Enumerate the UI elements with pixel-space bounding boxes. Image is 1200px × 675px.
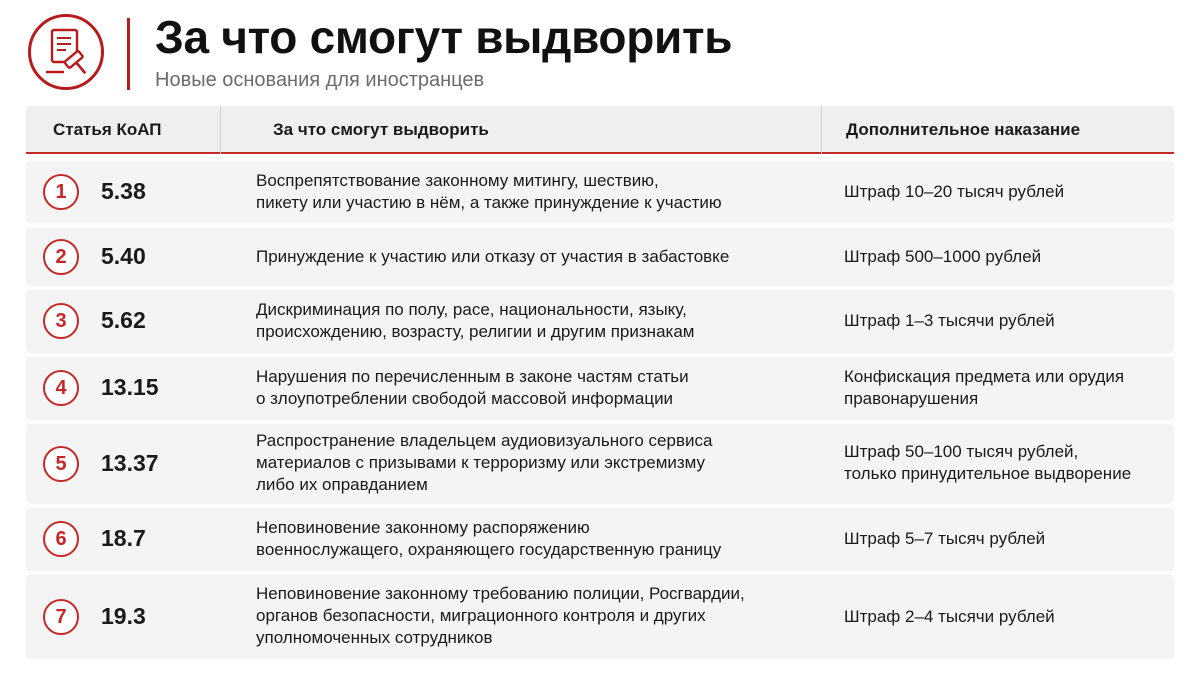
article-number: 18.7 — [101, 525, 146, 551]
column-header-reason: За что смогут выдворить — [273, 120, 489, 139]
reason-text: Принуждение к участию или отказу от участия в забастовке — [256, 247, 730, 266]
row-number-badge: 4 — [43, 370, 79, 406]
article-number: 13.37 — [101, 450, 159, 476]
page-subtitle: Новые основания для иностранцев — [155, 69, 485, 91]
article-number: 5.38 — [101, 178, 146, 204]
table-row — [26, 161, 1174, 223]
table-header — [26, 106, 1174, 154]
table-row — [26, 357, 1174, 420]
penalty-text: Штраф 1–3 тысячи рублей — [844, 311, 1055, 330]
reason-text: Неповиновение законному распоряжению военнослужащего, охраняющего государственную границу — [256, 518, 722, 559]
penalty-text: Штраф 500–1000 рублей — [844, 247, 1042, 266]
penalty-text: Штраф 5–7 тысяч рублей — [844, 529, 1046, 548]
table-row — [26, 424, 1174, 504]
column-divider — [821, 106, 822, 154]
column-divider — [220, 106, 221, 154]
reason-text: Неповиновение законному требованию полиции, Росгвардии, органов безопасности, миграционного контроля и других уполномоченных сотрудников — [256, 584, 745, 647]
reason-text: Нарушения по перечисленным в законе частям статьи о злоупотреблении свободой массовой информации — [256, 367, 689, 408]
column-header-article: Статья КоАП — [53, 120, 162, 139]
penalty-text: Штраф 10–20 тысяч рублей — [844, 182, 1065, 201]
penalty-text: Штраф 2–4 тысячи рублей — [844, 607, 1055, 626]
articles-table — [26, 106, 1174, 663]
penalty-text: Конфискация предмета или орудия правонарушения — [844, 367, 1125, 408]
row-number-badge: 2 — [43, 239, 79, 275]
article-number: 5.40 — [101, 243, 146, 269]
article-number: 13.15 — [101, 374, 159, 400]
article-number: 5.62 — [101, 307, 146, 333]
article-number: 19.3 — [101, 603, 146, 629]
row-number-badge: 5 — [43, 446, 79, 482]
table-row — [26, 290, 1174, 353]
document-gavel-icon — [28, 14, 104, 90]
row-number-badge: 6 — [43, 521, 79, 557]
header — [0, 0, 1200, 100]
row-number-badge: 7 — [43, 599, 79, 635]
row-number-badge: 1 — [43, 174, 79, 210]
reason-text: Воспрепятствование законному митингу, шествию, пикету или участию в нём, а также принуждение к участию — [256, 171, 722, 212]
table-row — [26, 228, 1174, 286]
page-title: За что смогут выдворить — [155, 11, 733, 63]
row-number-badge: 3 — [43, 303, 79, 339]
table-row — [26, 508, 1174, 571]
header-divider — [127, 18, 130, 90]
penalty-text: Штраф 50–100 тысяч рублей, только принудительное выдворение — [844, 442, 1132, 483]
reason-text: Дискриминация по полу, расе, национальности, языку, происхождению, возрасту, религии и другим признакам — [256, 300, 695, 341]
table-row — [26, 575, 1174, 659]
column-header-penalty: Дополнительное наказание — [846, 120, 1081, 139]
reason-text: Распространение владельцем аудиовизуального сервиса материалов с призывами к терроризму или экстремизму либо их оправданием — [256, 431, 713, 494]
